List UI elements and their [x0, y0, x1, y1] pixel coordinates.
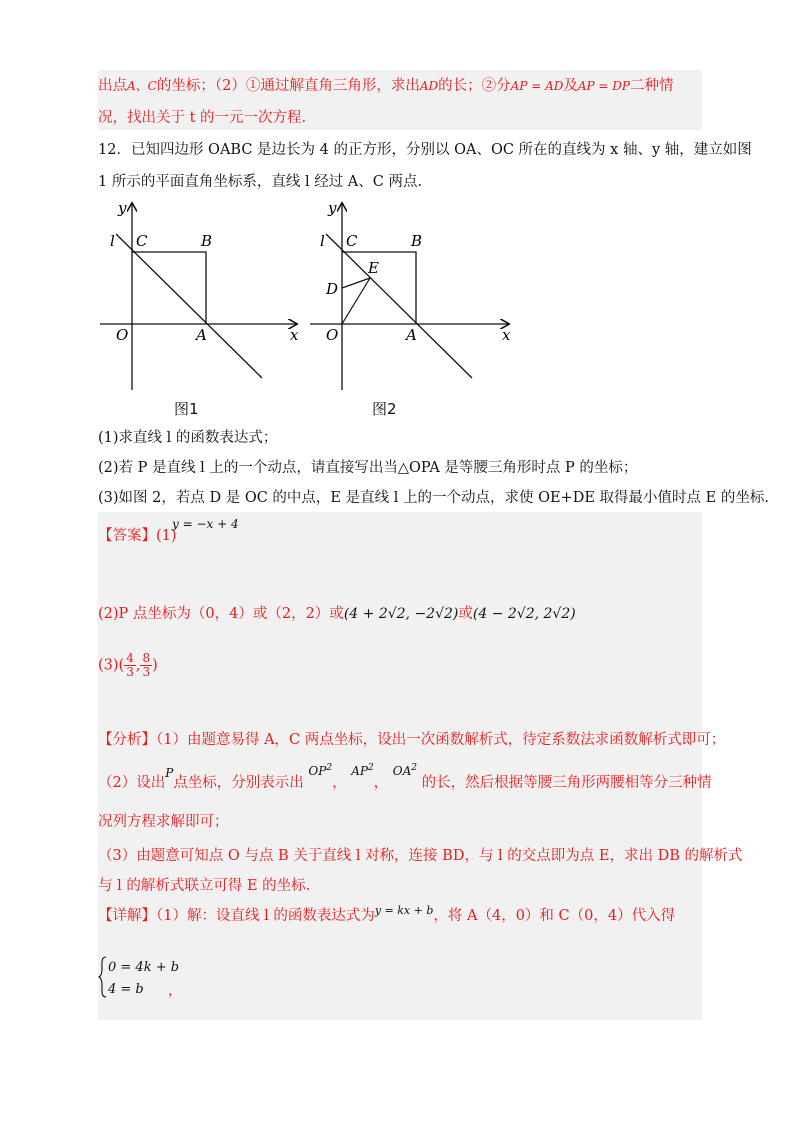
detail-line-1: 【详解】（1）解：设直线 l 的函数表达式为$^{y = kx + b}$，将 A（4，0）和 C（0，4）代入得: [98, 904, 676, 924]
answer-label: 【答案】(1): [98, 528, 177, 544]
fraction-x: $\frac{4}{3}$: [126, 651, 134, 679]
label-y: y: [328, 199, 337, 217]
analysis-line-3: 况列方程求解即可；: [98, 814, 229, 830]
answer-1-formula: y = −x + 4: [172, 517, 239, 531]
figure-2: [306, 198, 516, 398]
left-brace: [99, 957, 106, 997]
label-b: B: [201, 232, 213, 250]
figure-2-caption: 图2: [372, 400, 397, 418]
figure-1: [96, 198, 306, 398]
label-a: A: [406, 326, 417, 344]
fraction-y: $\frac{8}{3}$: [142, 651, 151, 679]
system-comma: ，: [168, 983, 182, 999]
segment-de: [342, 278, 370, 288]
problem-line-1: 12．已知四边形 OABC 是边长为 4 的正方形，分别以 OA、OC 所在的直线为 x 轴、y 轴，建立如图: [98, 142, 752, 158]
equation-system: [98, 955, 218, 999]
label-l: l: [320, 232, 325, 250]
label-o: O: [116, 326, 129, 344]
square-cba: [342, 252, 416, 324]
label-b: B: [411, 232, 423, 250]
system-eq-1: 0 = 4k + b: [108, 960, 180, 975]
line-l: [326, 234, 472, 378]
label-c: C: [346, 232, 358, 250]
answer-3: (3)( $\frac{4}{3}$ , $\frac{8}{3}$ ): [98, 651, 158, 679]
note-line-1: 出点A、C的坐标；（2）①通过解直角三角形，求出AD的长；②分AP = AD及AP = DP二种情: [98, 78, 674, 94]
analysis-line-4: （3）由题意可知点 O 与点 B 关于直线 l 对称，连接 BD，与 l 的交点即为点 E，求出 DB 的解析式: [98, 848, 743, 864]
square-cba: [132, 252, 206, 324]
label-c: C: [136, 232, 148, 250]
figure-1-caption: 图1: [174, 400, 199, 418]
label-o: O: [326, 326, 339, 344]
answer-2: (2)P 点坐标为（0，4）或（2，2）或(4 + 2√2, −2√2)或(4 − 2√2, 2√2): [98, 606, 576, 622]
label-l: l: [110, 232, 115, 250]
analysis-line-1: 【分析】（1）由题意易得 A，C 两点坐标，设出一次函数解析式，待定系数法求函数解析式即可；: [98, 732, 726, 748]
segment-oe: [342, 278, 370, 324]
label-x: x: [290, 326, 299, 344]
circle-number-2: ②: [481, 78, 497, 94]
problem-line-2: 1 所示的平面直角坐标系，直线 l 经过 A、C 两点.: [98, 174, 423, 190]
label-a: A: [196, 326, 207, 344]
label-y: y: [118, 199, 127, 217]
label-e: E: [368, 259, 379, 277]
label-d: D: [326, 280, 339, 298]
analysis-line-2: （2）设出$^P$点坐标，分别表示出 $^{OP^2}$， $^{AP^2}$， $^{OA^2}$ 的长，然后根据等腰三角形两腰相等分三种情: [98, 763, 712, 791]
line-l: [116, 234, 262, 378]
circle-number-1: ①: [245, 78, 261, 94]
system-eq-2: 4 = b: [108, 982, 144, 997]
note-line-2: 况，找出关于 t 的一元一次方程.: [98, 110, 307, 126]
question-2: (2)若 P 是直线 l 上的一个动点，请直接写出当△OPA 是等腰三角形时点 P 的坐标；: [98, 460, 638, 476]
label-x: x: [502, 326, 511, 344]
question-3: (3)如图 2，若点 D 是 OC 的中点，E 是直线 l 上的一个动点，求使 OE+DE 取得最小值时点 E 的坐标.: [98, 490, 769, 506]
question-1: (1)求直线 l 的函数表达式；: [98, 430, 278, 446]
analysis-line-5: 与 l 的解析式联立可得 E 的坐标.: [98, 878, 311, 894]
